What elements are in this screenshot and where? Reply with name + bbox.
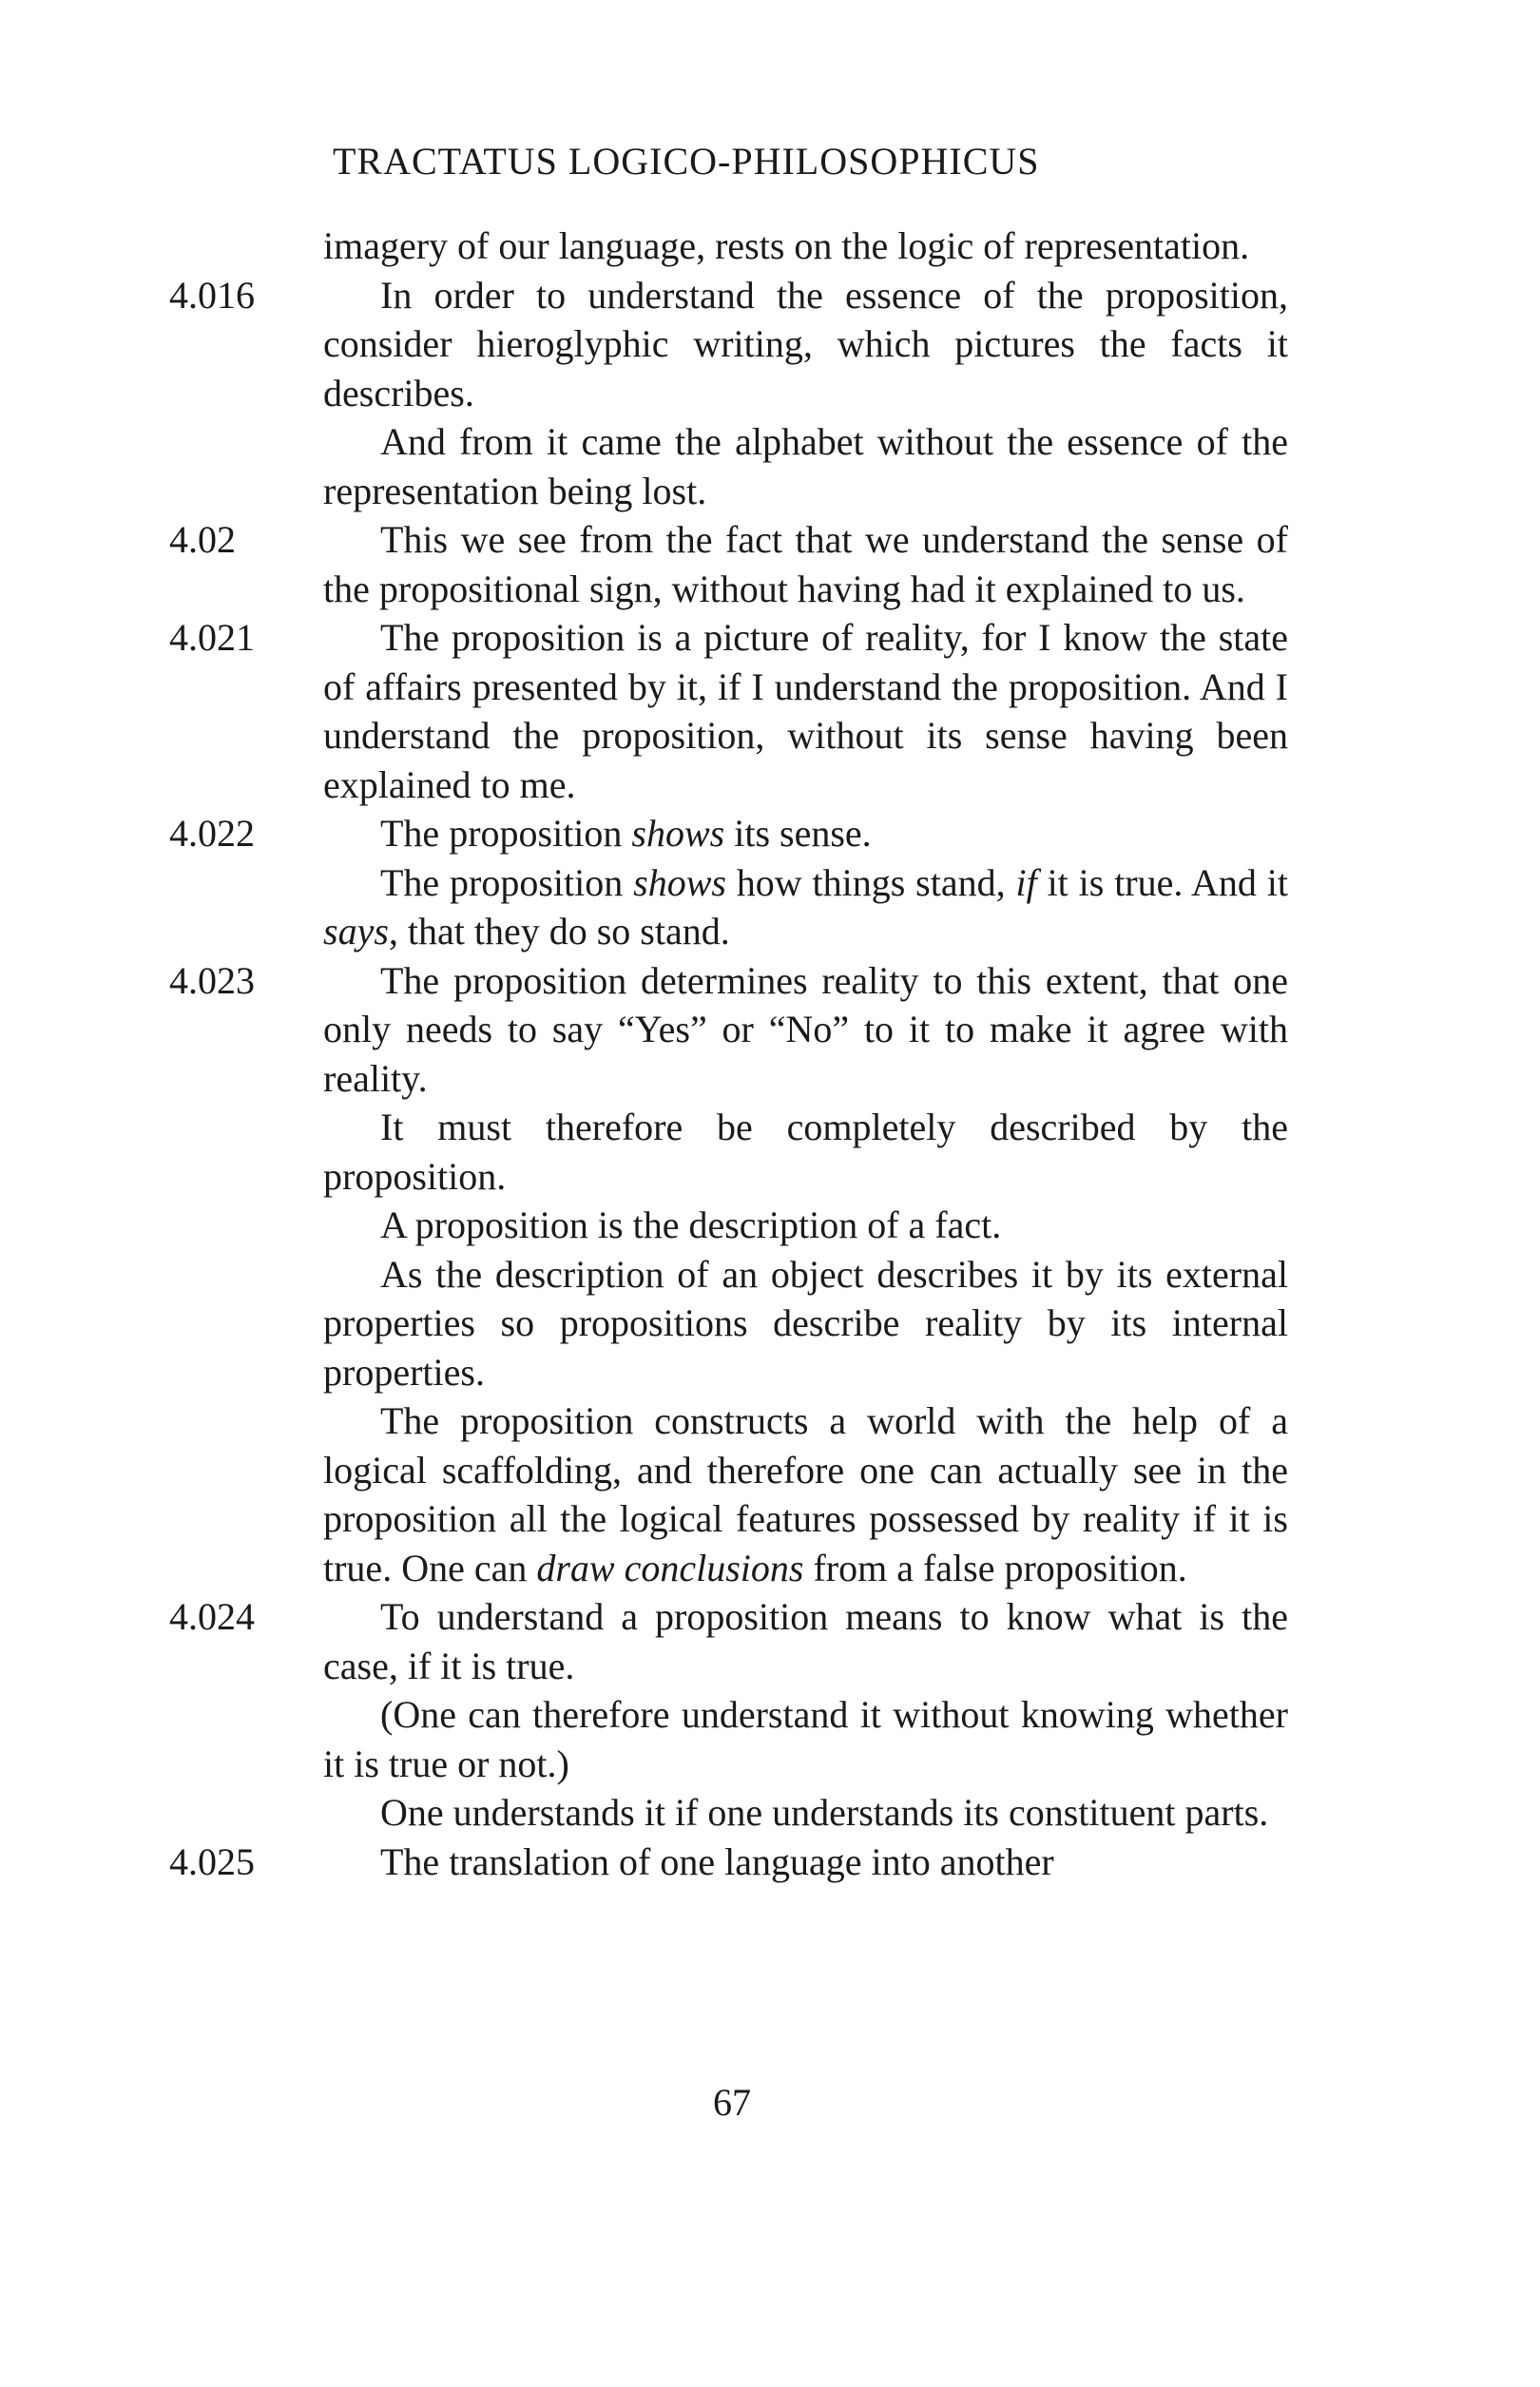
page-number: 67: [713, 2081, 751, 2124]
paragraph: [323, 1788, 1288, 1838]
paragraph-text: To understand a proposition means to know what is the case, if it is true.: [323, 1595, 1288, 1687]
emphasis-text: shows: [633, 860, 726, 904]
proposition-number: 4.021: [169, 616, 255, 659]
paragraph: [323, 417, 1288, 515]
paragraph-text: The proposition determines reality to this extent, that one only needs to say “Yes” or “No” to it to make it agree with reality.: [323, 958, 1288, 1100]
paragraph-text: In order to understand the essence of the proposition, consider hieroglyphic writing, which pictures the facts it describes.: [323, 273, 1288, 414]
paragraph-text: how things stand,: [725, 860, 1016, 904]
paragraph-text: The proposition constructs a world with the help of a logical scaffolding, and therefore one can actually see in the proposition all the logical features possessed by reality if it is true. One can: [323, 1399, 1288, 1589]
proposition-number: 4.024: [169, 1595, 255, 1638]
running-title: TRACTATUS LOGICO-PHILOSOPHICUS: [333, 140, 1040, 183]
numbered-proposition: [169, 271, 1288, 418]
emphasis-text: says: [323, 910, 389, 953]
paragraph-text: it is true. And it: [1036, 860, 1288, 904]
paragraph-text: , that they do so stand.: [388, 910, 730, 953]
paragraph-text: The translation of one language into another: [380, 1839, 1054, 1883]
numbered-proposition: [169, 956, 1288, 1104]
paragraph-text: It must therefore be completely described by the proposition.: [323, 1106, 1288, 1198]
paragraph-text: its sense.: [724, 812, 872, 855]
emphasis-text: if: [1015, 860, 1037, 904]
paragraph-text: imagery of our language, rests on the logic of representation.: [323, 224, 1250, 267]
emphasis-text: shows: [631, 812, 725, 855]
paragraph-text: from a false proposition.: [803, 1546, 1187, 1589]
paragraph: [323, 1690, 1288, 1788]
paragraph-text: This we see from the fact that we understand the sense of the propositional sign, without having had it explained to us.: [323, 518, 1288, 610]
paragraph: [323, 858, 1288, 956]
paragraph-text: The proposition is a picture of reality, for I know the state of affairs presented by it, if I understand the proposition. And I understand the proposition, without its sense having been explained to me.: [323, 616, 1288, 806]
paragraph: [323, 221, 1288, 271]
paragraph-text: One understands it if one understands its constituent parts.: [380, 1791, 1269, 1834]
paragraph-text: And from it came the alphabet without the essence of the representation being lost.: [323, 420, 1288, 512]
paragraph: [323, 1201, 1288, 1250]
paragraph-text: As the description of an object describes it by its external properties so propositions describe reality by its internal properties.: [323, 1252, 1288, 1394]
proposition-number: 4.02: [169, 518, 236, 561]
emphasis-text: draw conclusions: [536, 1546, 804, 1589]
paragraph: [323, 1396, 1288, 1592]
numbered-proposition: [169, 1592, 1288, 1690]
paragraph-text: The proposition: [380, 860, 634, 904]
paragraph: [323, 1250, 1288, 1397]
paragraph: [323, 1103, 1288, 1201]
paragraph-text: A proposition is the description of a fact.: [380, 1203, 1002, 1246]
proposition-number: 4.025: [169, 1839, 255, 1883]
proposition-number: 4.016: [169, 273, 255, 317]
numbered-proposition: [169, 809, 1288, 858]
numbered-proposition: [169, 1838, 1288, 1887]
numbered-proposition: [169, 613, 1288, 809]
numbered-proposition: [169, 515, 1288, 613]
proposition-number: 4.022: [169, 812, 255, 855]
body-text: [169, 221, 1288, 1886]
paragraph-text: (One can therefore understand it without knowing whether it is true or not.): [323, 1693, 1288, 1785]
proposition-number: 4.023: [169, 958, 255, 1002]
paragraph-text: The proposition: [380, 812, 632, 855]
